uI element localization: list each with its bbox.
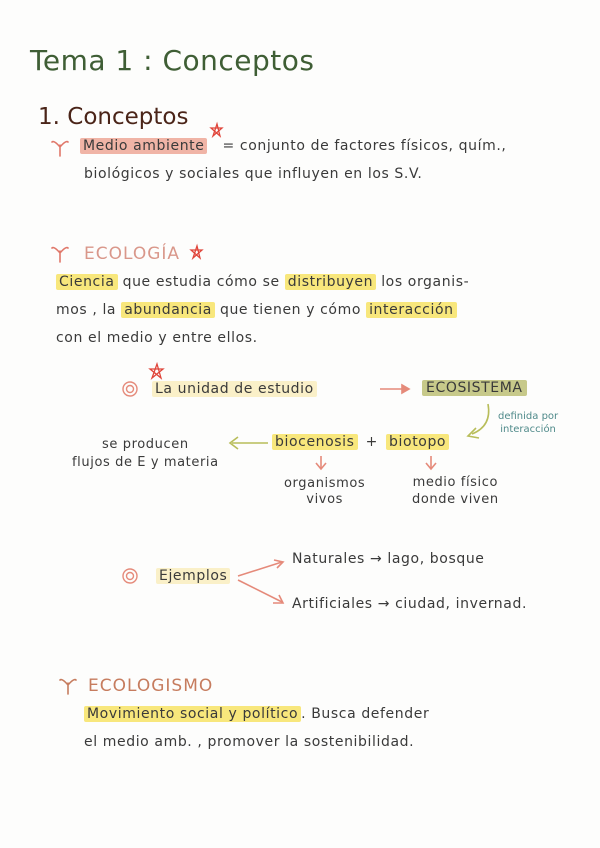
ecologismo-heading: ECOLOGISMO (88, 676, 214, 696)
ecologismo-line-1 (84, 706, 429, 722)
star-icon (191, 246, 202, 258)
curved-arrow-icon (468, 404, 489, 438)
medio-fisico-note (412, 474, 499, 508)
section-heading: 1. Conceptos (38, 104, 189, 130)
ecologia-line-2 (56, 302, 457, 318)
unidad-label (152, 381, 317, 397)
organismos-note (284, 476, 365, 508)
term-interaccion: interacción (366, 302, 457, 318)
star-icon (211, 124, 222, 136)
ecologismo-line-2: el medio amb. , promover la sostenibilidad. (84, 734, 415, 750)
text: que estudia cómo se (122, 274, 280, 290)
term-distribuyen: distribuyen (285, 274, 376, 290)
medio-line-1 (80, 138, 506, 154)
ecologia-line-3: con el medio y entre ellos. (56, 330, 258, 346)
page-title: Tema 1 : Conceptos (30, 44, 315, 77)
ejemplos-label (156, 568, 230, 584)
term-medio-ambiente: Medio ambiente (80, 138, 207, 154)
unidad-text: La unidad de estudio (152, 381, 317, 397)
branch-arrow-icon (238, 560, 283, 603)
term-biotopo: biotopo (386, 434, 449, 450)
text: . Busca defender (301, 706, 430, 722)
sprout-icon (52, 142, 68, 156)
down-arrow-icon (316, 456, 326, 469)
note-line: medio físico (412, 475, 499, 490)
left-arrow-icon (230, 437, 268, 449)
spiral-icon (123, 382, 137, 396)
plus-sign: + (365, 434, 378, 450)
note-line: definida por (498, 411, 559, 422)
note-line: flujos de E y materia (72, 455, 219, 470)
note-line: interacción (500, 424, 556, 435)
text: que tienen y cómo (219, 302, 361, 318)
biocenosis-biotopo (272, 434, 449, 450)
term-abundancia: abundancia (121, 302, 215, 318)
ejemplo-artificiales: Artificiales → ciudad, invernad. (292, 596, 527, 612)
ecologia-line-1 (56, 274, 469, 290)
definida-note (498, 410, 558, 436)
note-line: vivos (306, 492, 344, 507)
term-biocenosis: biocenosis (272, 434, 358, 450)
note-line: donde viven (412, 492, 499, 507)
medio-definition: = conjunto de factores físicos, quím., (222, 138, 507, 154)
arrow-icon (380, 385, 409, 393)
note-line: se producen (102, 437, 189, 452)
spiral-icon (123, 569, 137, 583)
text: mos , la (56, 302, 117, 318)
down-arrow-icon (426, 456, 436, 469)
ecologia-heading: ECOLOGÍA (84, 244, 181, 264)
note-line: organismos (284, 476, 366, 491)
ejemplo-naturales: Naturales → lago, bosque (292, 551, 485, 567)
sprout-icon (52, 248, 68, 262)
term-movimiento: Movimiento social y político (84, 706, 301, 722)
medio-line-2: biológicos y sociales que influyen en los S.V. (84, 166, 423, 182)
term-ciencia: Ciencia (56, 274, 118, 290)
sprout-icon (60, 680, 76, 694)
ejemplos-text: Ejemplos (156, 568, 230, 584)
text: los organis- (381, 274, 470, 290)
flujos-note (72, 436, 219, 472)
ecosistema-label: ECOSISTEMA (422, 380, 527, 396)
star-icon (150, 364, 163, 378)
